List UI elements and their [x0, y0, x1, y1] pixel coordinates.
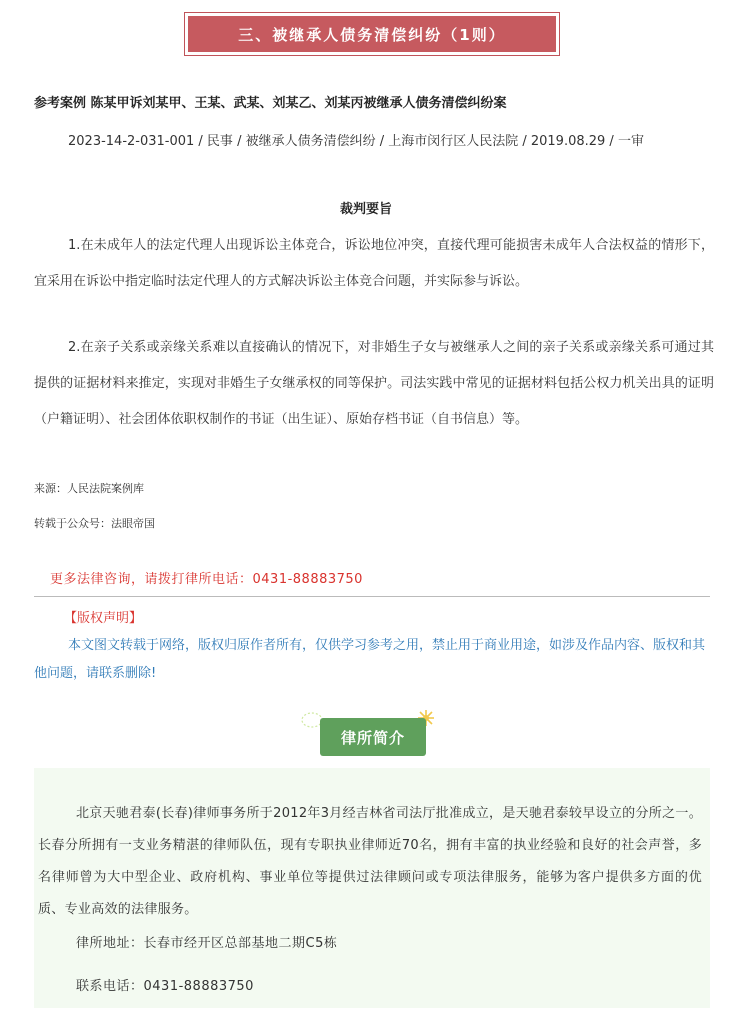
- case-meta: 2023-14-2-031-001 / 民事 / 被继承人债务清偿纠纷 / 上海市闵行区人民法院 / 2019.08.29 / 一审: [68, 134, 644, 149]
- case-title: 参考案例 陈某甲诉刘某甲、王某、武某、刘某乙、刘某丙被继承人债务清偿纠纷案: [34, 96, 507, 111]
- section-title-frame: [184, 12, 560, 56]
- repost-line: 转载于公众号：法眼帝国: [34, 517, 155, 530]
- gist-point-2: 2.在亲子关系或亲缘关系难以直接确认的情况下，对非婚生子女与被继承人之间的亲子关系或亲缘关系可通过其提供的证据材料来推定，实现对非婚生子女继承权的同等保护。司法实践中常见的证据材料包括公权力机关出具的证明（户籍证明）、社会团体依职权制作的书证（出生证）、原始存档书证（自书信息）等。: [34, 340, 714, 427]
- consult-line: 更多法律咨询，请拨打律所电话：0431-88883750: [50, 572, 363, 587]
- copyright-heading: 【版权声明】: [64, 611, 143, 626]
- firm-intro-text: 北京天驰君泰(长春)律师事务所于2012年3月经吉林省司法厅批准成立，是天驰君泰较早设立的分所之一。长春分所拥有一支业务精湛的律师队伍，现有专职执业律师近70名，拥有丰富的执业经验和良好的社会声誉，多名律师曾为大中型企业、政府机构、事业单位等提供过法律顾问或专项法律服务，能够为客户提供多方面的优质、专业高效的法律服务。: [38, 806, 702, 917]
- firm-intro-badge: 律所简介: [320, 718, 426, 756]
- source-line: 来源：人民法院案例库: [34, 482, 144, 495]
- copyright-body: 本文图文转载于网络，版权归原作者所有，仅供学习参考之用，禁止用于商业用途，如涉及作品内容、版权和其他问题，请联系删除!: [34, 638, 706, 681]
- section-title: 三、被继承人债务清偿纠纷（1则）: [188, 16, 556, 52]
- firm-address: 律所地址：长春市经开区总部基地二期C5栋: [76, 936, 338, 951]
- firm-phone: 联系电话：0431-88883750: [76, 979, 254, 994]
- gist-point-1: 1.在未成年人的法定代理人出现诉讼主体竞合，诉讼地位冲突，直接代理可能损害未成年人合法权益的情形下，宜采用在诉讼中指定临时法定代理人的方式解决诉讼主体竞合问题，并实际参与诉讼。: [34, 238, 714, 289]
- divider: [34, 596, 710, 597]
- firm-badge-area: [298, 706, 448, 758]
- gist-heading: 裁判要旨: [339, 202, 392, 217]
